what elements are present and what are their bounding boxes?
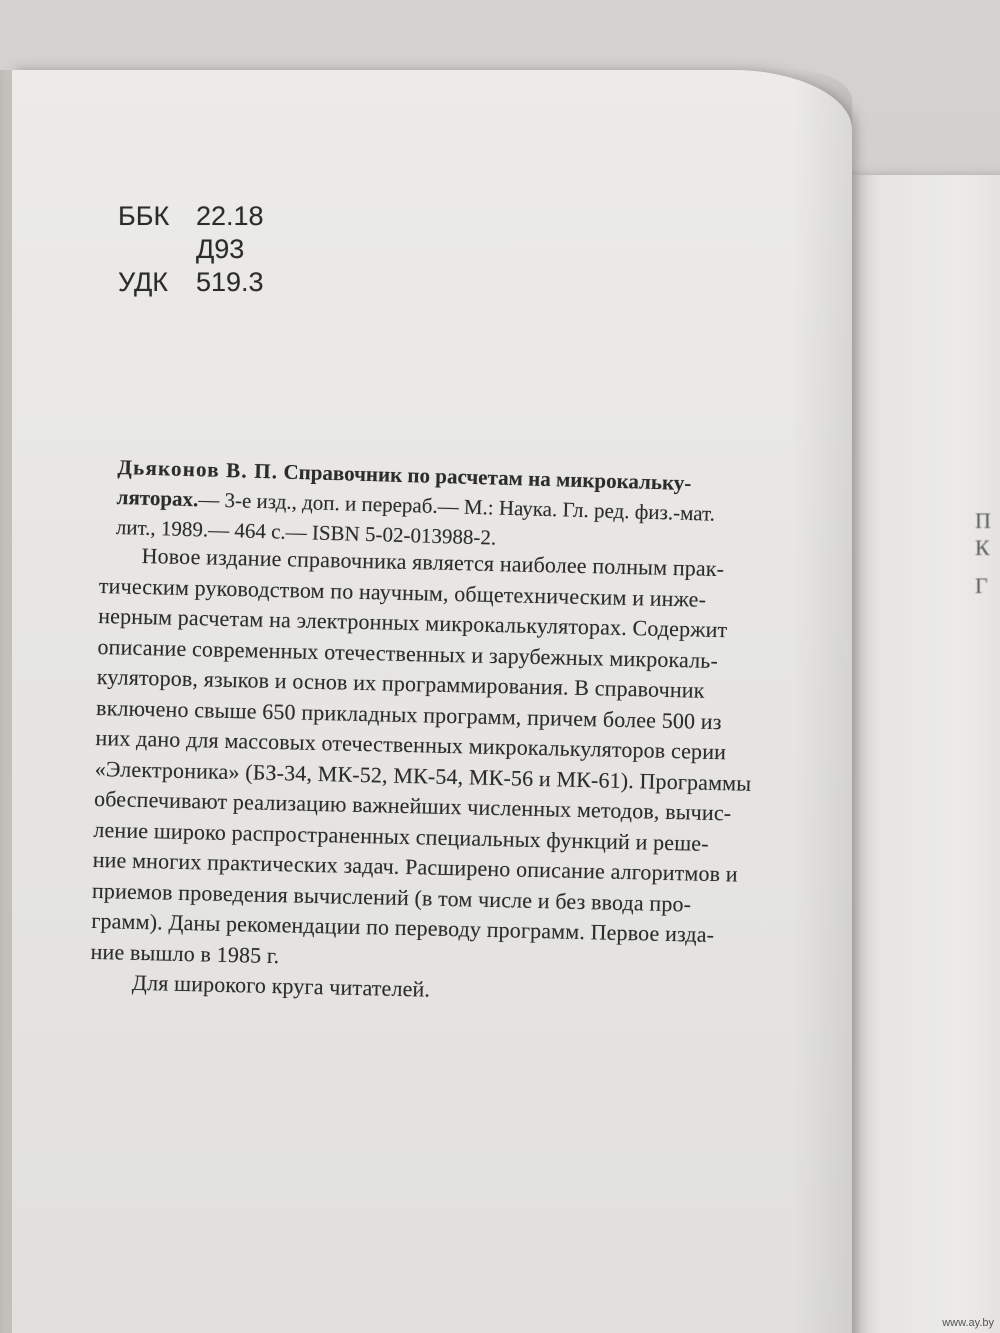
author-mark-row [118,233,264,266]
book-title-end: ляторах. [116,484,199,512]
annotation-line: включено свыше 650 прикладных программ, причем более 500 из [95,694,722,734]
facing-page-fragment: П [975,508,991,533]
site-watermark: www.ay.by [942,1317,994,1329]
classification-codes [118,200,264,299]
udk-row [118,266,264,299]
biblio-line: лит., 1989.— 464 с.— ISBN 5-02-013988-2. [115,514,497,550]
udk-value: 519.3 [196,267,264,297]
annotation-line: куляторов, языков и основ их программирования. В справочник [96,663,705,703]
annotation-line: грамм). Даны рекомендации по переводу программ. Первое изда- [91,907,715,948]
udk-label: УДК [118,267,168,297]
annotation-line: «Электроника» (БЗ-34, МК-52, МК-54, МК-56 и МК-61). Программы [94,755,752,796]
annotation-line: ние вышло в 1985 г. [90,938,280,968]
annotation-line: описание современных отечественных и зарубежных микрокаль- [97,633,719,673]
annotation-line: тическим руководством по научным, общетехническим и инже- [98,572,707,612]
annotation-line: них дано для массовых отечественных микрокалькуляторов серии [95,724,727,765]
annotation-line: приемов проведения вычислений (в том числе и без ввода про- [91,877,692,917]
annotation-line: Новое издание справочника является наиболее полным прак- [141,542,725,582]
edition-info: — 3-е изд., доп. и перераб.— М.: Наука. Гл. ред. физ.-мат. [198,487,716,526]
annotation-line: обеспечивают реализацию важнейших численных методов, вычис- [93,785,732,826]
annotation-line: ние многих практических задач. Расширено описание алгоритмов и [92,846,739,887]
facing-page-fragment: К [975,535,990,560]
annotation-line: ление широко распространенных специальных функций и реше- [93,816,710,856]
annotation-text [90,540,920,1016]
bbk-value: 22.18 [196,201,264,231]
book-author: Дьяконов В. П. [117,454,279,484]
facing-page-fragment: Г [975,573,988,598]
book-title-start: Справочник по расчетам на микрокальку- [283,459,692,496]
audience-line: Для широкого круга читателей. [131,969,431,1002]
author-mark: Д93 [196,234,245,264]
bbk-label: ББК [118,201,170,231]
bbk-row [118,200,264,233]
annotation-line: нерным расчетам на электронных микрокалькуляторах. Содержит [98,602,728,643]
